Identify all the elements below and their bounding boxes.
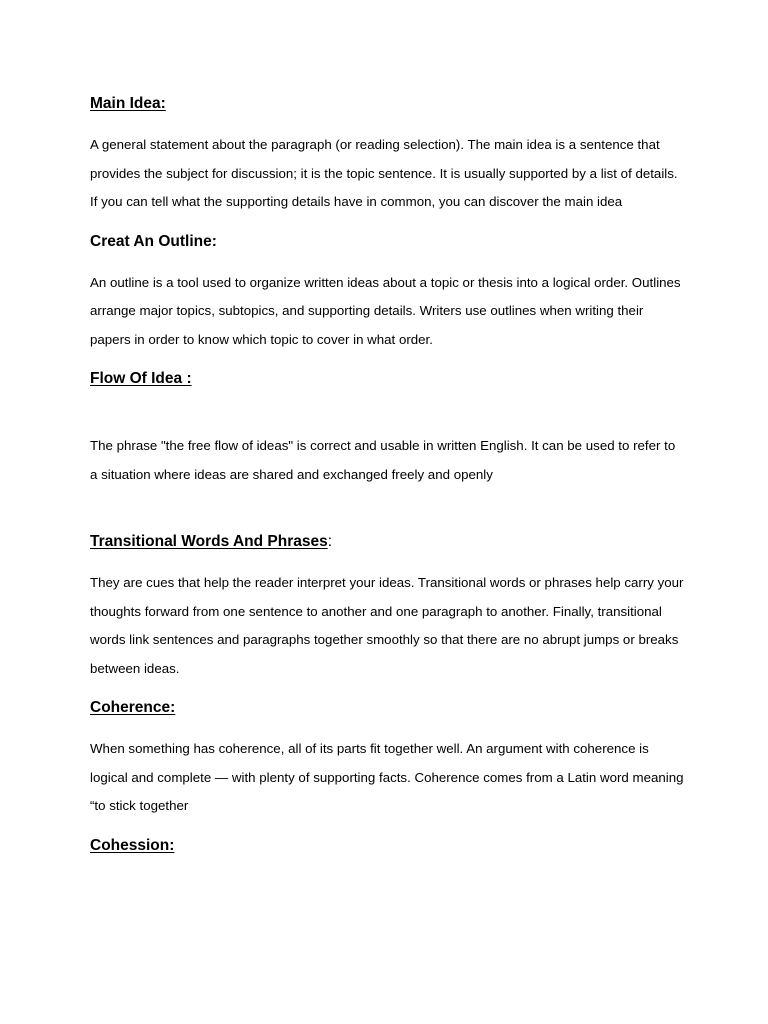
paragraph-flow-of-idea: The phrase "the free flow of ideas" is correct and usable in written English. It can be used to refer to a situation where ideas are shared and exchanged freely and openly xyxy=(90,438,676,482)
paragraph-coherence: When something has coherence, all of its parts fit together well. An argument with coherence is logical and complete — with plenty of supporting facts. Coherence comes from a Latin word meaning “to stick together xyxy=(90,741,684,813)
heading-cohession-text: Cohession: xyxy=(90,836,175,854)
heading-create-outline-text: Creat An Outline: xyxy=(90,232,217,250)
heading-transitional-words xyxy=(90,530,686,554)
paragraph-transitional-words: They are cues that help the reader interpret your ideas. Transitional words or phrases help carry your thoughts forward from one sentence to another and one paragraph to another. Finally, transitional words link sentences and paragraphs together smoothly so that there are no abrupt jumps or breaks between ideas. xyxy=(90,575,684,676)
document-body xyxy=(90,92,686,858)
heading-main-idea-text: Main Idea: xyxy=(90,95,166,112)
heading-main-idea xyxy=(90,92,686,116)
paragraph-create-outline: An outline is a tool used to organize written ideas about a topic or thesis into a logical order. Outlines arrange major topics, subtopics, and supporting details. Writers use outlines when writing their papers in order to know which topic to cover in what order. xyxy=(90,274,681,347)
heading-flow-of-idea-text: Flow Of Idea : xyxy=(90,370,192,387)
heading-transitional-words-text: Transitional Words And Phrases xyxy=(90,533,328,550)
heading-create-outline xyxy=(90,230,686,254)
heading-coherence-text: Coherence: xyxy=(90,699,176,716)
heading-transitional-words-colon: : xyxy=(327,533,333,550)
heading-coherence xyxy=(90,696,686,720)
heading-flow-of-idea xyxy=(90,367,686,391)
paragraph-main-idea: A general statement about the paragraph (or reading selection). The main idea is a sentence that provides the subject for discussion; it is the topic sentence. It is usually supported by a list of details. If you can tell what the supporting details have in common, you can discover the main idea xyxy=(90,137,678,209)
heading-cohession xyxy=(90,834,686,858)
